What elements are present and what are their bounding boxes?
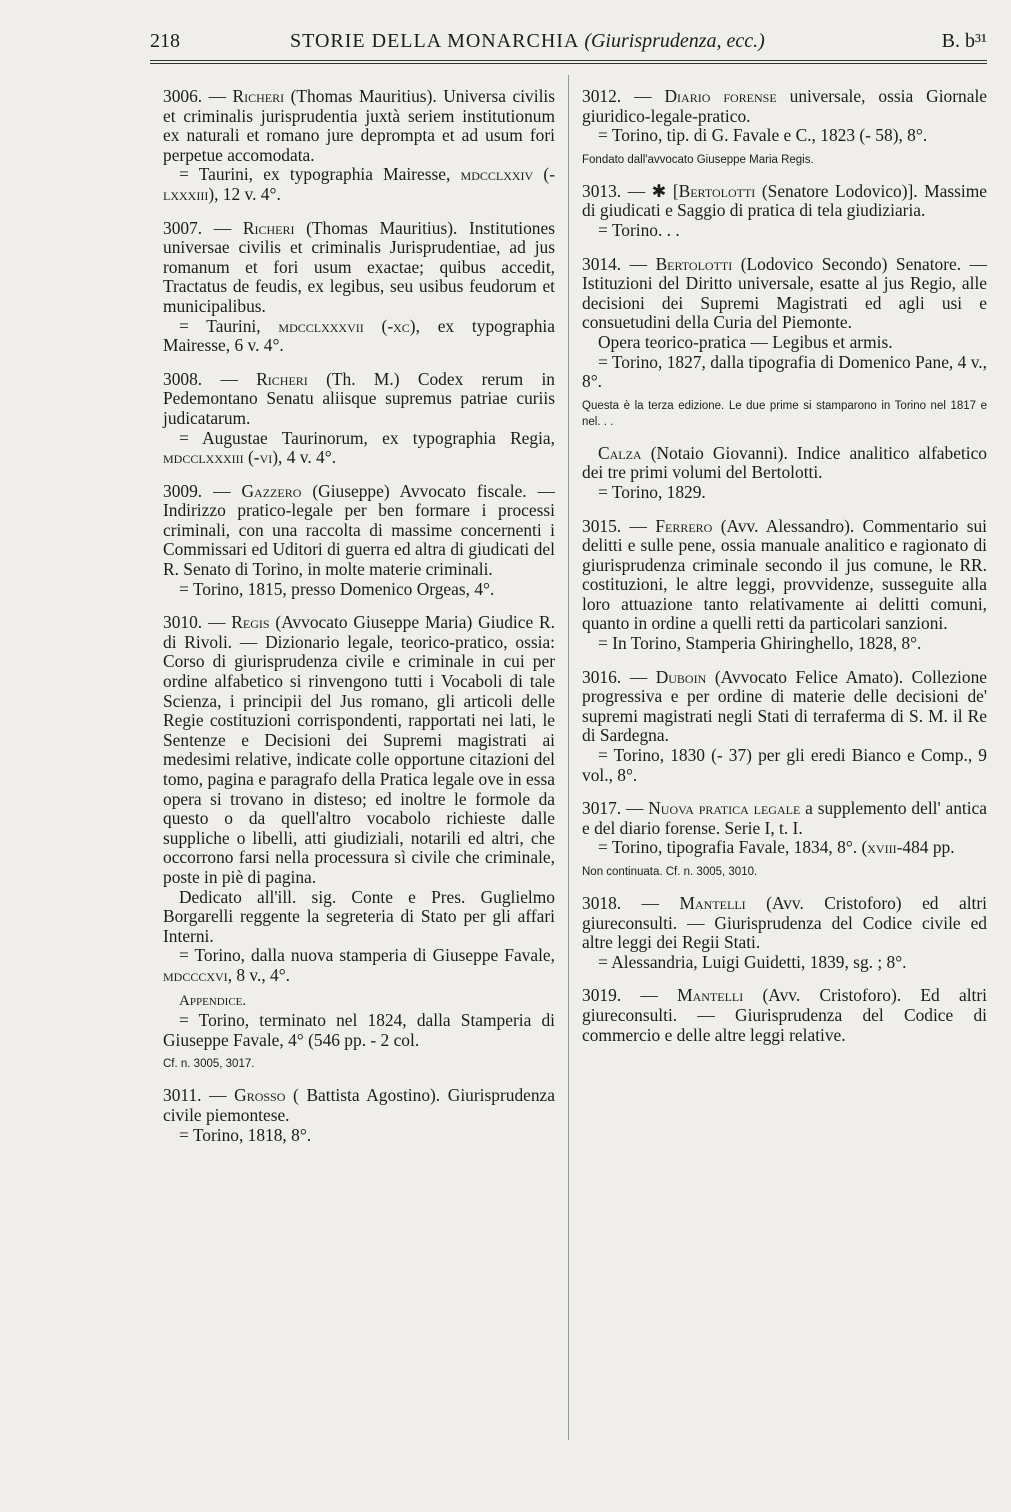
entry-body: 3008. — Richeri (Th. M.) Codex rerum in Pedemontano Senatu aliisque supremus patriae curiis judicatarum.: [163, 368, 555, 428]
entry-number: 3008.: [163, 368, 203, 389]
entry-imprint: = Taurini, mdcclxxxvii (-xc), ex typographia Mairesse, 6 v. 4°.: [163, 315, 555, 356]
entry-title: (Avv. Alessandro). Commentario sui delitti e sulle pene, ossia manuale analitico e ragionato di giurisprudenza criminale secondo il jus comune, le RR. costituzioni, le altre leggi, provvidenze, susseguite alla loro attuazione tanto relativamente ai delitti comuni, quanto in ordine a quelli retti da particolari sanzioni.: [582, 515, 987, 634]
entry-author: Diario forense: [664, 86, 777, 106]
appendix-imprint: = Torino, terminato nel 1824, dalla Stamperia di Giuseppe Favale, 4° (546 pp. - 2 col.: [163, 1010, 555, 1050]
appendix-heading: Appendice.: [179, 992, 247, 1009]
signature-mark: B. b³¹: [941, 30, 987, 52]
header-rule-top: [150, 60, 987, 61]
entry-author: Mantelli: [679, 893, 746, 913]
running-title: [290, 30, 765, 53]
anonymous-marker: — ✱ [: [627, 180, 679, 201]
entry-title: (Avvocato Felice Amato). Collezione progressiva e per ordine di materie delle decisioni de' supremi magistrati negli Stati di terraferma di S. M. il Re di Sardegna.: [582, 666, 987, 746]
entry-body: 3015. — Ferrero (Avv. Alessandro). Commentario sui delitti e sulle pene, ossia manuale analitico e ragionato di giurisprudenza criminale secondo il jus comune, le RR. costituzioni, le altre leggi, provvidenze, susseguite alla loro attuazione tanto relativamente ai delitti comuni, quanto in ordine a quelli retti da particolari sanzioni.: [582, 515, 987, 634]
running-title-italic: (Giurisprudenza, ecc.): [584, 30, 765, 52]
entry-3012: [582, 87, 987, 168]
entry-title: (Th. M.) Codex rerum in Pedemontano Senatu aliisque supremus patriae curiis judicatarum.: [163, 368, 555, 428]
entry-title: (Senatore Lodovico)]. Massime di giudicati e Saggio di pratica di tela giudiziaria.: [582, 180, 987, 221]
entry-body: 3014. — Bertolotti (Lodovico Secondo) Senatore. — Istituzioni del Diritto universale, esatte al jus Regio, alle decisioni dei Supremi Magistrati ed agli usi e consuetudini della Curia del Piemonte.: [582, 253, 988, 333]
entry-body: 3007. — Richeri (Thomas Mauritius). Institutiones universae civilis et criminalis Jurisprudentiae, ad jus romanum et fori usum exactae; quibus accedit, Tractatus de feudis, ex legibus, seu usibus feudorum et municipalibus.: [163, 217, 555, 316]
entry-author: Gazzero: [241, 480, 302, 501]
entry-number: 3017.: [582, 798, 622, 819]
entry-imprint: = Torino, tipografia Favale, 1834, 8°. (xviii-484 pp.: [598, 837, 955, 858]
entry-note: Non continuata. Cf. n. 3005, 3010.: [582, 866, 758, 878]
entry-body: 3018. — Mantelli (Avv. Cristoforo) ed altri giureconsulti. — Giurisprudenza del Codice civile ed altre leggi dei Regii Stati.: [582, 893, 987, 953]
entry-imprint: = Torino. . .: [598, 219, 680, 240]
entry-body: 3010. — Regis (Avvocato Giuseppe Maria) Giudice R. di Rivoli. — Dizionario legale, teorico-pratico, ossia: Corso di giurisprudenza civile e criminale in cui per ordine alfabetico si rinvengono tutti i Vocaboli di tale Scienza, i principii del Jus romano, gli articoli delle Regie costituzioni corrispondenti, rapportati nei lati, le Sentenze e Decisioni dei Supremi magistrati ai medesimi relative, indicate colle opportune citazioni del tomo, pagina e paragrafo della Pratica legale ove in essa opera si trovano in disteso; ed inoltre le formole da questo o da quell'altro vocabolo richieste dalle suppliche o libelli, atti giudiziali, notarili ed altri, che occorrono farsi nella processura sì civile che criminale, poste in piè di pagina.: [163, 612, 556, 887]
entry-note: Questa è la terza edizione. Le due prime si stamparono in Torino nel 1817 e nel. . .: [582, 399, 987, 428]
roman-date: mdcclxxiv (-lxxxiii): [163, 164, 556, 204]
entry-title: ( Battista Agostino). Giurisprudenza civile piemontese.: [163, 1085, 555, 1125]
entry-3013: [582, 182, 987, 241]
entry-title: universale, ossia Giornale giuridico-legale-pratico.: [582, 86, 987, 126]
entry-author: Richeri: [232, 86, 285, 106]
entry-number: 3007.: [163, 217, 203, 238]
entry-title: (Lodovico Secondo) Senatore. — Istituzioni del Diritto universale, esatte al jus Regio, alle decisioni dei Supremi Magistrati ed agli usi e consuetudini della Curia del Piemonte.: [582, 253, 988, 333]
running-title-plain: STORIE DELLA MONARCHIA: [290, 30, 585, 52]
roman-date: mdcccxvi: [163, 964, 228, 985]
entry-imprint: = Torino, 1818, 8°.: [179, 1124, 312, 1145]
entry-number: 3013.: [582, 180, 622, 201]
entry-imprint: = Taurini, ex typographia Mairesse, mdcclxxiv (-lxxxiii), 12 v. 4°.: [163, 164, 556, 204]
entry-author: Ferrero: [655, 515, 713, 536]
entry-number: 3014.: [582, 253, 622, 274]
entry-number: 3018.: [582, 893, 622, 913]
entry-number: 3016.: [582, 666, 622, 687]
entry-3006: [163, 87, 555, 205]
entry-3015: [582, 517, 987, 654]
entry-author: Richeri: [256, 368, 308, 389]
entry-author: Regis: [231, 612, 270, 633]
roman-date: mdcclxxxvii (-xc): [278, 315, 416, 336]
entry-3019: [582, 986, 987, 1045]
entry-3017: [582, 799, 987, 880]
entry-title: (Thomas Mauritius). Institutiones universae civilis et criminalis Jurisprudentiae, ad jus romanum et fori usum exactae; quibus accedit, Tractatus de feudis, ex legibus, seu usibus feudorum et municipalibus.: [163, 217, 555, 316]
entry-author: Nuova pratica legale: [648, 798, 801, 819]
entry-note: Fondato dall'avvocato Giuseppe Maria Regis.: [582, 153, 814, 166]
entry-title: (Avv. Cristoforo). Ed altri giureconsulti. — Giurisprudenza del Codice di commercio e delle altre leggi relative.: [582, 985, 987, 1045]
entry-body: [582, 444, 987, 483]
entry-title: (Avv. Cristoforo) ed altri giureconsulti. — Giurisprudenza del Codice civile ed altre leggi dei Regii Stati.: [582, 893, 987, 953]
entry-body: 3009. — Gazzero (Giuseppe) Avvocato fiscale. — Indirizzo pratico-legale per ben formare i processi criminali, con una raccolta di massime concernenti i Commissari ed Uditori di guerra ed altra di giudicati del R. Senato di Torino, in molte materie criminali.: [163, 480, 555, 580]
entry-3018: [582, 894, 987, 972]
entry-number: 3011.: [163, 1085, 202, 1106]
entry-note: Cf. n. 3005, 3017.: [163, 1058, 255, 1071]
entry-body: [582, 182, 987, 221]
entry-imprint: = Torino, 1827, dalla tipografia di Domenico Pane, 4 v., 8°.: [582, 351, 987, 392]
roman-date: mdcclxxxiii (-vi): [163, 447, 279, 468]
entry-body: 3019. — Mantelli (Avv. Cristoforo). Ed altri giureconsulti. — Giurisprudenza del Codice di commercio e delle altre leggi relative.: [582, 985, 987, 1045]
entry-author: Bertolotti: [655, 253, 733, 274]
header-rule-bottom: [150, 63, 987, 64]
entry-imprint: = Augustae Taurinorum, ex typographia Regia, mdcclxxxiii (-vi), 4 v. 4°.: [163, 427, 555, 468]
entry-body: 3006. — Richeri (Thomas Mauritius). Universa civilis et criminalis jurisprudentia juxtà seriem institutionum ex naturali et romano jure deprompta et ad usum fori perpetue accomodata.: [163, 86, 555, 165]
entry-author: Calza: [598, 442, 642, 463]
entry-title: (Notaio Giovanni). Indice analitico alfabetico dei tre primi volumi del Bertolotti.: [582, 442, 987, 483]
entry-imprint: = Torino, 1815, presso Domenico Orgeas, 4°.: [179, 578, 495, 599]
entry-calza: [582, 444, 987, 503]
entry-number: 3015.: [582, 515, 622, 536]
page-number: 218: [150, 30, 180, 52]
entry-title: a supplemento dell' antica e del diario forense. Serie I, t. I.: [582, 798, 987, 838]
entry-dedication: Dedicato all'ill. sig. Conte e Pres. Guglielmo Borgarelli reggente la segreteria di Stato per gli affari Interni.: [163, 886, 555, 946]
entry-remark: Opera teorico-pratica — Legibus et armis.: [598, 331, 893, 352]
entry-number: 3009.: [163, 480, 203, 501]
entry-3009: [163, 482, 555, 600]
entry-imprint: = Alessandria, Luigi Guidetti, 1839, sg. ; 8°.: [598, 951, 907, 972]
entry-imprint: = Torino, tip. di G. Favale e C., 1823 (- 58), 8°.: [598, 125, 928, 146]
entry-3014: [582, 255, 987, 430]
column-divider: [568, 75, 569, 1440]
entry-3010: [163, 613, 555, 1072]
entry-imprint: = Torino, 1830 (- 37) per gli eredi Bianco e Comp., 9 vol., 8°.: [582, 745, 987, 785]
right-column: [582, 87, 987, 1059]
entry-body: 3011. — Grosso ( Battista Agostino). Giurisprudenza civile piemontese.: [163, 1085, 555, 1125]
entry-number: 3019.: [582, 985, 622, 1006]
entry-title: (Giuseppe) Avvocato fiscale. — Indirizzo pratico-legale per ben formare i processi criminali, con una raccolta di massime concernenti i Commissari ed Uditori di guerra ed altra di giudicati del R. Senato di Torino, in molte materie criminali.: [163, 480, 555, 580]
entry-number: 3010.: [163, 612, 203, 633]
entry-title: (Thomas Mauritius). Universa civilis et criminalis jurisprudentia juxtà seriem institutionum ex naturali et romano jure deprompta et ad usum fori perpetue accomodata.: [163, 86, 555, 165]
entry-body: 3012. — Diario forense universale, ossia Giornale giuridico-legale-pratico.: [582, 86, 987, 126]
entry-imprint: = Torino, dalla nuova stamperia di Giuseppe Favale, mdcccxvi, 8 v., 4°.: [163, 945, 555, 985]
entry-imprint: = In Torino, Stamperia Ghiringhello, 1828, 8°.: [598, 633, 922, 654]
entry-body: 3017. — Nuova pratica legale a supplemento dell' antica e del diario forense. Serie I, t. I.: [582, 798, 987, 838]
entry-author: Mantelli: [677, 985, 744, 1006]
entry-number: 3012.: [582, 86, 622, 106]
running-header: [150, 30, 987, 62]
entry-3008: [163, 370, 555, 468]
entry-author: Bertolotti: [678, 180, 756, 201]
entry-body: 3016. — Duboin (Avvocato Felice Amato). Collezione progressiva e per ordine di materie delle decisioni de' supremi magistrati negli Stati di terraferma di S. M. il Re di Sardegna.: [582, 666, 987, 746]
entry-author: Grosso: [234, 1085, 286, 1106]
entry-author: Richeri: [242, 217, 295, 238]
entry-number: 3006.: [163, 86, 203, 106]
left-column: [163, 87, 555, 1159]
roman-date: xviii: [867, 837, 897, 858]
entry-title: (Avvocato Giuseppe Maria) Giudice R. di Rivoli. — Dizionario legale, teorico-pratico, ossia: Corso di giurisprudenza civile e criminale in cui per ordine alfabetico si rinvengono tutti i Vocaboli di tale Scienza, i principii del Jus romano, gli articoli delle Regie costituzioni corrispondenti, rapportati nei lati, le Sentenze e Decisioni dei Supremi magistrati ai medesimi relative, indicate colle opportune citazioni del tomo, pagina e paragrafo della Pratica legale ove in essa opera si trovano in disteso; ed inoltre le formole da questo o da quell'altro vocabolo richieste dalle suppliche o libelli, atti giudiziali, notarili ed altri, che occorrono farsi nella processura sì civile che criminale, poste in piè di pagina.: [163, 612, 556, 887]
entry-3016: [582, 668, 987, 786]
entry-imprint: = Torino, 1829.: [598, 481, 706, 502]
entry-author: Duboin: [655, 666, 707, 687]
entry-3007: [163, 219, 555, 356]
entry-3011: [163, 1086, 555, 1145]
